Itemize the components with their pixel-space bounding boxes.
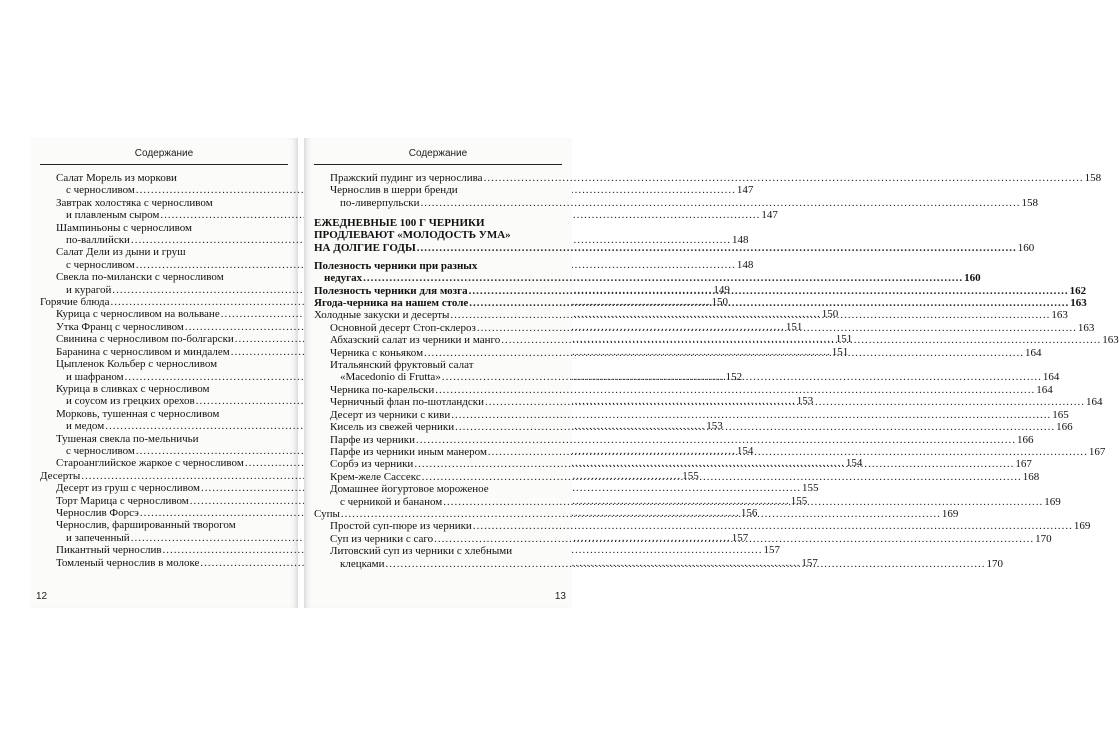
toc-page-number: 167: [1088, 445, 1106, 458]
toc-page-number: 158: [1021, 196, 1038, 209]
toc-page-number: 155: [790, 494, 808, 507]
toc-entry-title: Морковь, тушенная с черносливом: [56, 407, 220, 420]
toc-page-number: 163: [1051, 309, 1068, 322]
toc-page-number: 150: [821, 308, 839, 321]
toc-page-number: 153: [796, 395, 814, 408]
toc-page-number: 166: [1056, 421, 1073, 434]
toc-page-number: 148: [736, 258, 754, 271]
toc-entry-title: Полезность черники для мозга: [314, 284, 468, 297]
toc-entry-title: с черносливом: [66, 184, 135, 197]
toc-entry-title: Староанглийское жаркое с черносливом: [56, 457, 244, 470]
toc-entry-title: Холодные закуски и десерты: [314, 309, 450, 322]
toc-entry-title: Завтрак холостяка с черносливом: [56, 196, 213, 209]
toc-page-number: 156: [740, 506, 758, 519]
toc-entry-title: Торт Марица с черносливом: [56, 494, 189, 507]
toc-page-number: 163: [1070, 297, 1087, 310]
toc-page-number: 150: [711, 296, 728, 309]
toc-entry-title: Десерт из черники с киви: [330, 408, 451, 421]
toc-entry-title: Итальянский фруктовый салат: [330, 359, 474, 372]
toc-page-number: 151: [831, 345, 849, 358]
toc-page-number: 169: [1044, 495, 1061, 508]
toc-entry-title: Свекла по-милански с черносливом: [56, 271, 224, 284]
toc-entry-title: Томленый чернослив в молоке: [56, 556, 200, 569]
toc-entry-title: Чернослив в шерри бренди: [330, 184, 458, 197]
toc-entry-title: с черникой и бананом: [340, 495, 443, 508]
chapter-title-line: ПРОДЛЕВАЮТ «МОЛОДОСТЬ УМА»: [314, 229, 511, 242]
toc-page-number: 149: [713, 283, 730, 296]
dot-leader: [473, 520, 1073, 532]
toc-entry-title: Курица с черносливом на вольване: [56, 308, 220, 321]
dot-leader: [455, 421, 1055, 433]
dot-leader: [501, 334, 1101, 346]
toc-entry-title: Пикантный чернослив: [56, 544, 162, 557]
toc-page-number: 157: [763, 544, 781, 557]
toc-entry-title: Черника по-карельски: [330, 383, 435, 396]
toc-page-number: 154: [736, 444, 754, 457]
toc-entry-title: Простой суп-пюре из черники: [330, 520, 472, 533]
toc-entry-title: недугах: [324, 272, 363, 285]
toc-page-number: 154: [845, 457, 863, 470]
toc-entry-title: Десерт из груш с черносливом: [56, 482, 201, 495]
toc-page-number: 151: [835, 333, 853, 346]
toc-entry-title: с черносливом: [66, 444, 135, 457]
dot-leader: [451, 409, 1051, 421]
toc-entry-title: Десерты: [40, 469, 81, 482]
toc-entry: [314, 172, 1102, 184]
toc-entry-title: Чернослив, фаршированный творогом: [56, 519, 236, 532]
toc-entry-title: Ягода-черника на нашем столе: [314, 297, 469, 310]
dot-leader: [450, 309, 1050, 321]
toc-entry-title: Свинина с черносливом по-болгарски: [56, 333, 234, 346]
toc-entry-title: Сорбэ из черники: [330, 458, 414, 471]
toc-entry-title: Полезность черники при разных: [314, 259, 478, 272]
toc-entry-title: Салат Дели из дыни и груш: [56, 246, 186, 259]
toc-page-number: 170: [1035, 532, 1052, 545]
dot-leader: [477, 322, 1077, 334]
dot-leader: [469, 285, 1069, 297]
page-number: 13: [554, 591, 566, 602]
toc-page-number: 163: [1102, 334, 1119, 347]
dot-leader: [414, 458, 1014, 470]
toc-page-number: 160: [964, 272, 981, 285]
dot-leader: [488, 446, 1088, 458]
dot-leader: [363, 272, 963, 284]
toc-page-number: 162: [1069, 284, 1087, 297]
toc-page-number: 160: [1017, 241, 1035, 254]
chapter-title-line: НА ДОЛГИЕ ГОДЫ: [314, 241, 416, 254]
dot-leader: [485, 396, 1085, 408]
toc-page-number: 164: [1086, 396, 1103, 409]
toc-entry-title: по-валлийски: [66, 234, 130, 247]
toc-page-number: 152: [725, 370, 743, 383]
dot-leader: [443, 496, 1043, 508]
toc-page-number: 148: [731, 234, 749, 247]
toc-entry-title: Шампиньоны с черносливом: [56, 221, 192, 234]
toc-page-number: 164: [1042, 371, 1060, 384]
toc-page-number: 164: [1025, 346, 1042, 359]
toc-entry: [314, 433, 1034, 446]
toc-entry-title: Парфе из черники: [330, 433, 415, 446]
toc-entry-title: и запеченный: [66, 531, 130, 544]
toc-entry-title: «Macedonio di Frutta»: [340, 371, 441, 384]
toc-entry: [314, 408, 1069, 421]
running-head: Содержание: [408, 148, 468, 159]
toc-entry-title: и курагой: [66, 283, 112, 296]
toc-entry-title: клецками: [340, 557, 385, 570]
toc-entry-title: Супы: [314, 507, 340, 520]
toc-entry-title: Парфе из черники иным манером: [330, 445, 487, 458]
toc-entry: [314, 520, 1091, 533]
toc-entry-title: и медом: [66, 420, 105, 433]
page-number: 12: [36, 591, 48, 602]
toc-entry-title: Кисель из свежей черники: [330, 421, 455, 434]
dot-leader: [435, 384, 1035, 396]
toc-entry-title: Салат Морель из моркови: [56, 172, 177, 184]
toc-entry-title: Черничный флан по-шотландски: [330, 396, 484, 409]
header-rule: [40, 164, 288, 165]
toc-page-number: 155: [682, 469, 699, 482]
toc-page-number: 170: [986, 557, 1004, 570]
dot-leader: [424, 347, 1024, 359]
toc-entry-title: Горячие блюда: [40, 296, 110, 309]
toc-entry-title: по-ливерпульски: [340, 196, 420, 209]
toc-page-number: 155: [802, 482, 819, 495]
toc-entry-title: Утка Франц с черносливом: [56, 320, 184, 333]
toc-page-number: 169: [941, 507, 959, 520]
toc-entry-title: Черника с коньяком: [330, 346, 424, 359]
toc-page-number: 165: [1052, 408, 1069, 421]
toc-page-number: 167: [1015, 458, 1032, 471]
dot-leader: [434, 533, 1034, 545]
dot-leader: [417, 242, 1017, 254]
running-head: Содержание: [134, 148, 194, 159]
toc-entry-title: Суп из черники с саго: [330, 532, 434, 545]
dot-leader: [386, 558, 986, 570]
toc-entry-title: Абхазский салат из черники и манго: [330, 334, 501, 347]
toc-entry-title: Тушеная свекла по-мельничьи: [56, 432, 199, 445]
toc-page-number: 147: [761, 209, 778, 222]
toc-entry-title: Домашнее йогуртовое мороженое: [330, 483, 489, 496]
toc-page-number: 158: [1084, 172, 1102, 184]
header-rule: [314, 164, 562, 165]
toc-entry-title: и шафраном: [66, 370, 124, 383]
toc-page-number: 166: [1017, 433, 1034, 446]
toc-entry-title: Пражский пудинг из чернослива: [330, 172, 483, 184]
toc-page-number: 157: [801, 556, 818, 569]
dot-leader: [469, 297, 1069, 309]
toc-entry-title: Чернослив Форсэ: [56, 506, 139, 519]
toc-entry-title: Курица в сливках с черносливом: [56, 382, 210, 395]
toc-entry-title: Баранина с черносливом и миндалем: [56, 345, 230, 358]
dot-leader: [442, 371, 1042, 383]
toc-page-number: 169: [1073, 520, 1091, 533]
dot-leader: [422, 471, 1022, 483]
toc-entry-title: с черносливом: [66, 258, 135, 271]
toc-entry-title: Литовский суп из черники с хлебными: [330, 545, 513, 558]
toc-entry: [314, 383, 1053, 396]
toc-entry-title: Основной десерт Стоп-склероз: [330, 321, 476, 334]
toc-entry-title: Крем-желе Сассекс: [330, 470, 421, 483]
toc-page-number: 153: [706, 420, 723, 433]
toc-entry-title: и соусом из грецких орехов: [66, 395, 195, 408]
toc-page-number: 151: [785, 320, 803, 333]
toc-page-number: 157: [731, 531, 749, 544]
dot-leader: [420, 197, 1020, 209]
dot-leader: [341, 508, 941, 520]
toc-entry-title: и плавленым сыром: [66, 209, 160, 222]
toc-page-number: 163: [1077, 321, 1095, 334]
toc-entry-title: Цыпленок Кольбер с черносливом: [56, 358, 218, 371]
dot-leader: [484, 172, 1084, 184]
toc-page-number: 168: [1022, 470, 1040, 483]
toc-page-number: 164: [1036, 383, 1053, 396]
toc-page-number: 147: [736, 184, 754, 197]
chapter-title-line: ЕЖЕДНЕВНЫЕ 100 Г ЧЕРНИКИ: [314, 217, 485, 230]
dot-leader: [416, 434, 1016, 446]
